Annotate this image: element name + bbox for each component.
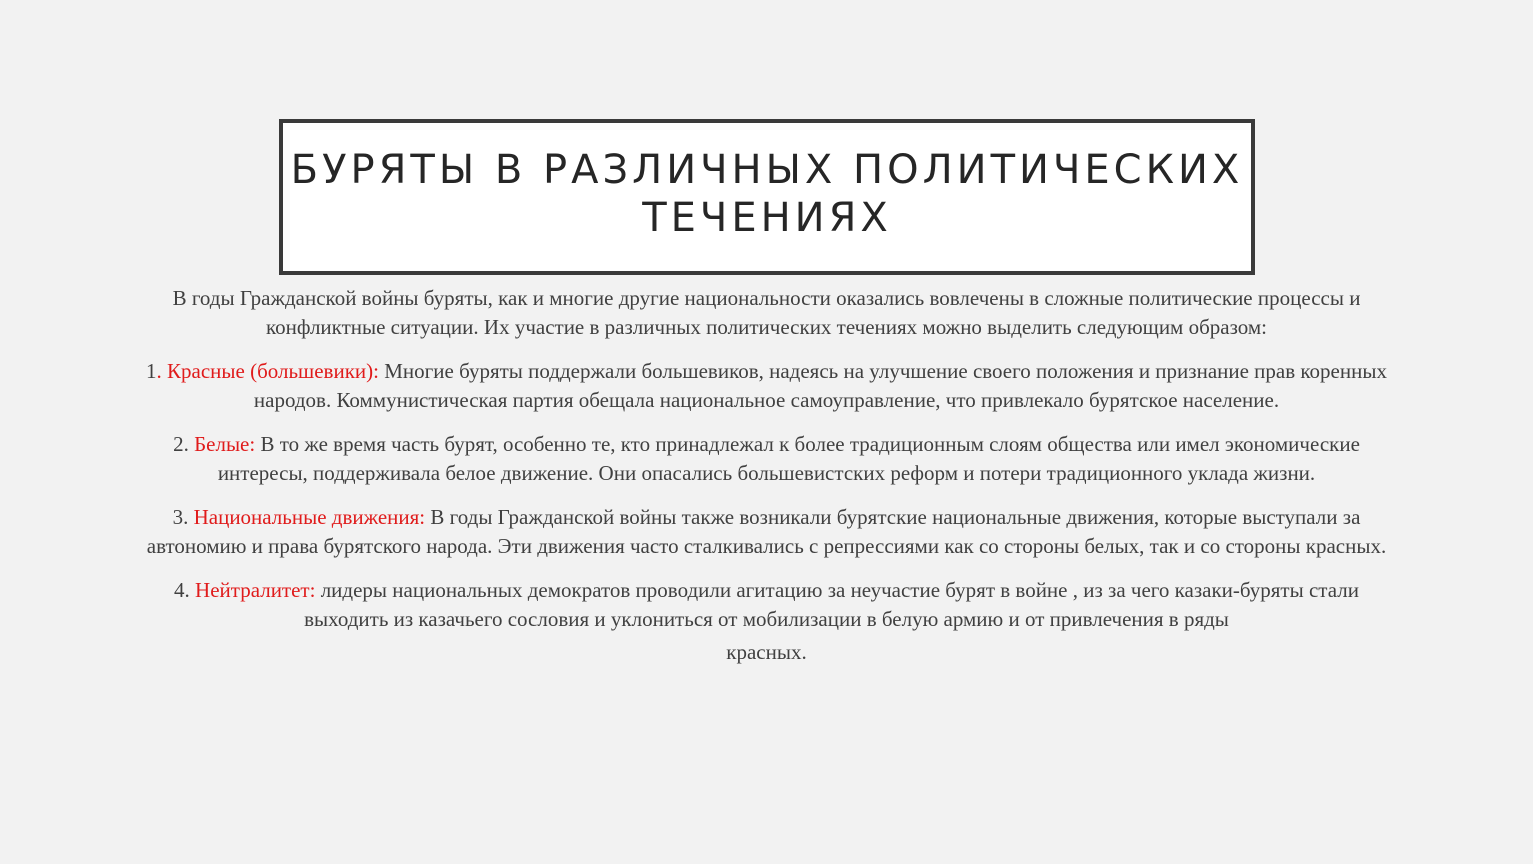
- intro-paragraph: В годы Гражданской войны буряты, как и многие другие национальности оказались вовлечены в сложные политические процессы и конфликтные ситуации. Их участие в различных политических течениях можно выделить следующим образом:: [172, 286, 1361, 339]
- item-text: лидеры национальных демократов проводили агитацию за неучастие бурят в войне , из за чего казаки-буряты стали выходить из казачьего сословия и уклониться от мобилизации в белую армию и от привлечения в ряды: [304, 578, 1359, 631]
- item-number: 2.: [173, 432, 189, 456]
- list-item-national: [130, 503, 1403, 561]
- title-line-2: ТЕЧЕНИЯХ: [642, 195, 892, 241]
- item-text: В то же время часть бурят, особенно те, кто принадлежал к более традиционным слоям общества или имел экономические интересы, поддерживала белое движение. Они опасались большевистских реформ и потери традиционного уклада жизни.: [217, 432, 1360, 485]
- list-item-whites: [130, 430, 1403, 488]
- item-label: Красные (большевики):: [167, 359, 379, 383]
- item-label-reds: .: [156, 359, 168, 383]
- slide-body: [130, 284, 1403, 682]
- title-box: [279, 119, 1255, 275]
- item-text: В годы Гражданской войны также возникали бурятские национальные движения, которые выступали за автономию и права бурятского народа. Эти движения часто сталкивались с репрессиями как со стороны белых, так и со стороны красных.: [146, 505, 1387, 558]
- slide-title: [291, 146, 1244, 242]
- item-label: Белые:: [194, 432, 256, 456]
- list-item-neutrality: [130, 576, 1403, 667]
- item-number: 3.: [172, 505, 189, 529]
- item-number: 1: [146, 359, 157, 383]
- item-number: 4.: [174, 578, 190, 602]
- item-text-end: красных.: [726, 640, 807, 664]
- list-item-reds: [130, 357, 1403, 415]
- item-label: Национальные движения:: [193, 505, 426, 529]
- item-text: Многие буряты поддержали большевиков, надеясь на улучшение своего положения и признание прав коренных народов. Коммунистическая партия обещала национальное самоуправление, что привлекало бурятское население.: [253, 359, 1387, 412]
- item-label: Нейтралитет:: [195, 578, 316, 602]
- title-line-1: БУРЯТЫ В РАЗЛИЧНЫХ ПОЛИТИЧЕСКИХ: [290, 147, 1244, 193]
